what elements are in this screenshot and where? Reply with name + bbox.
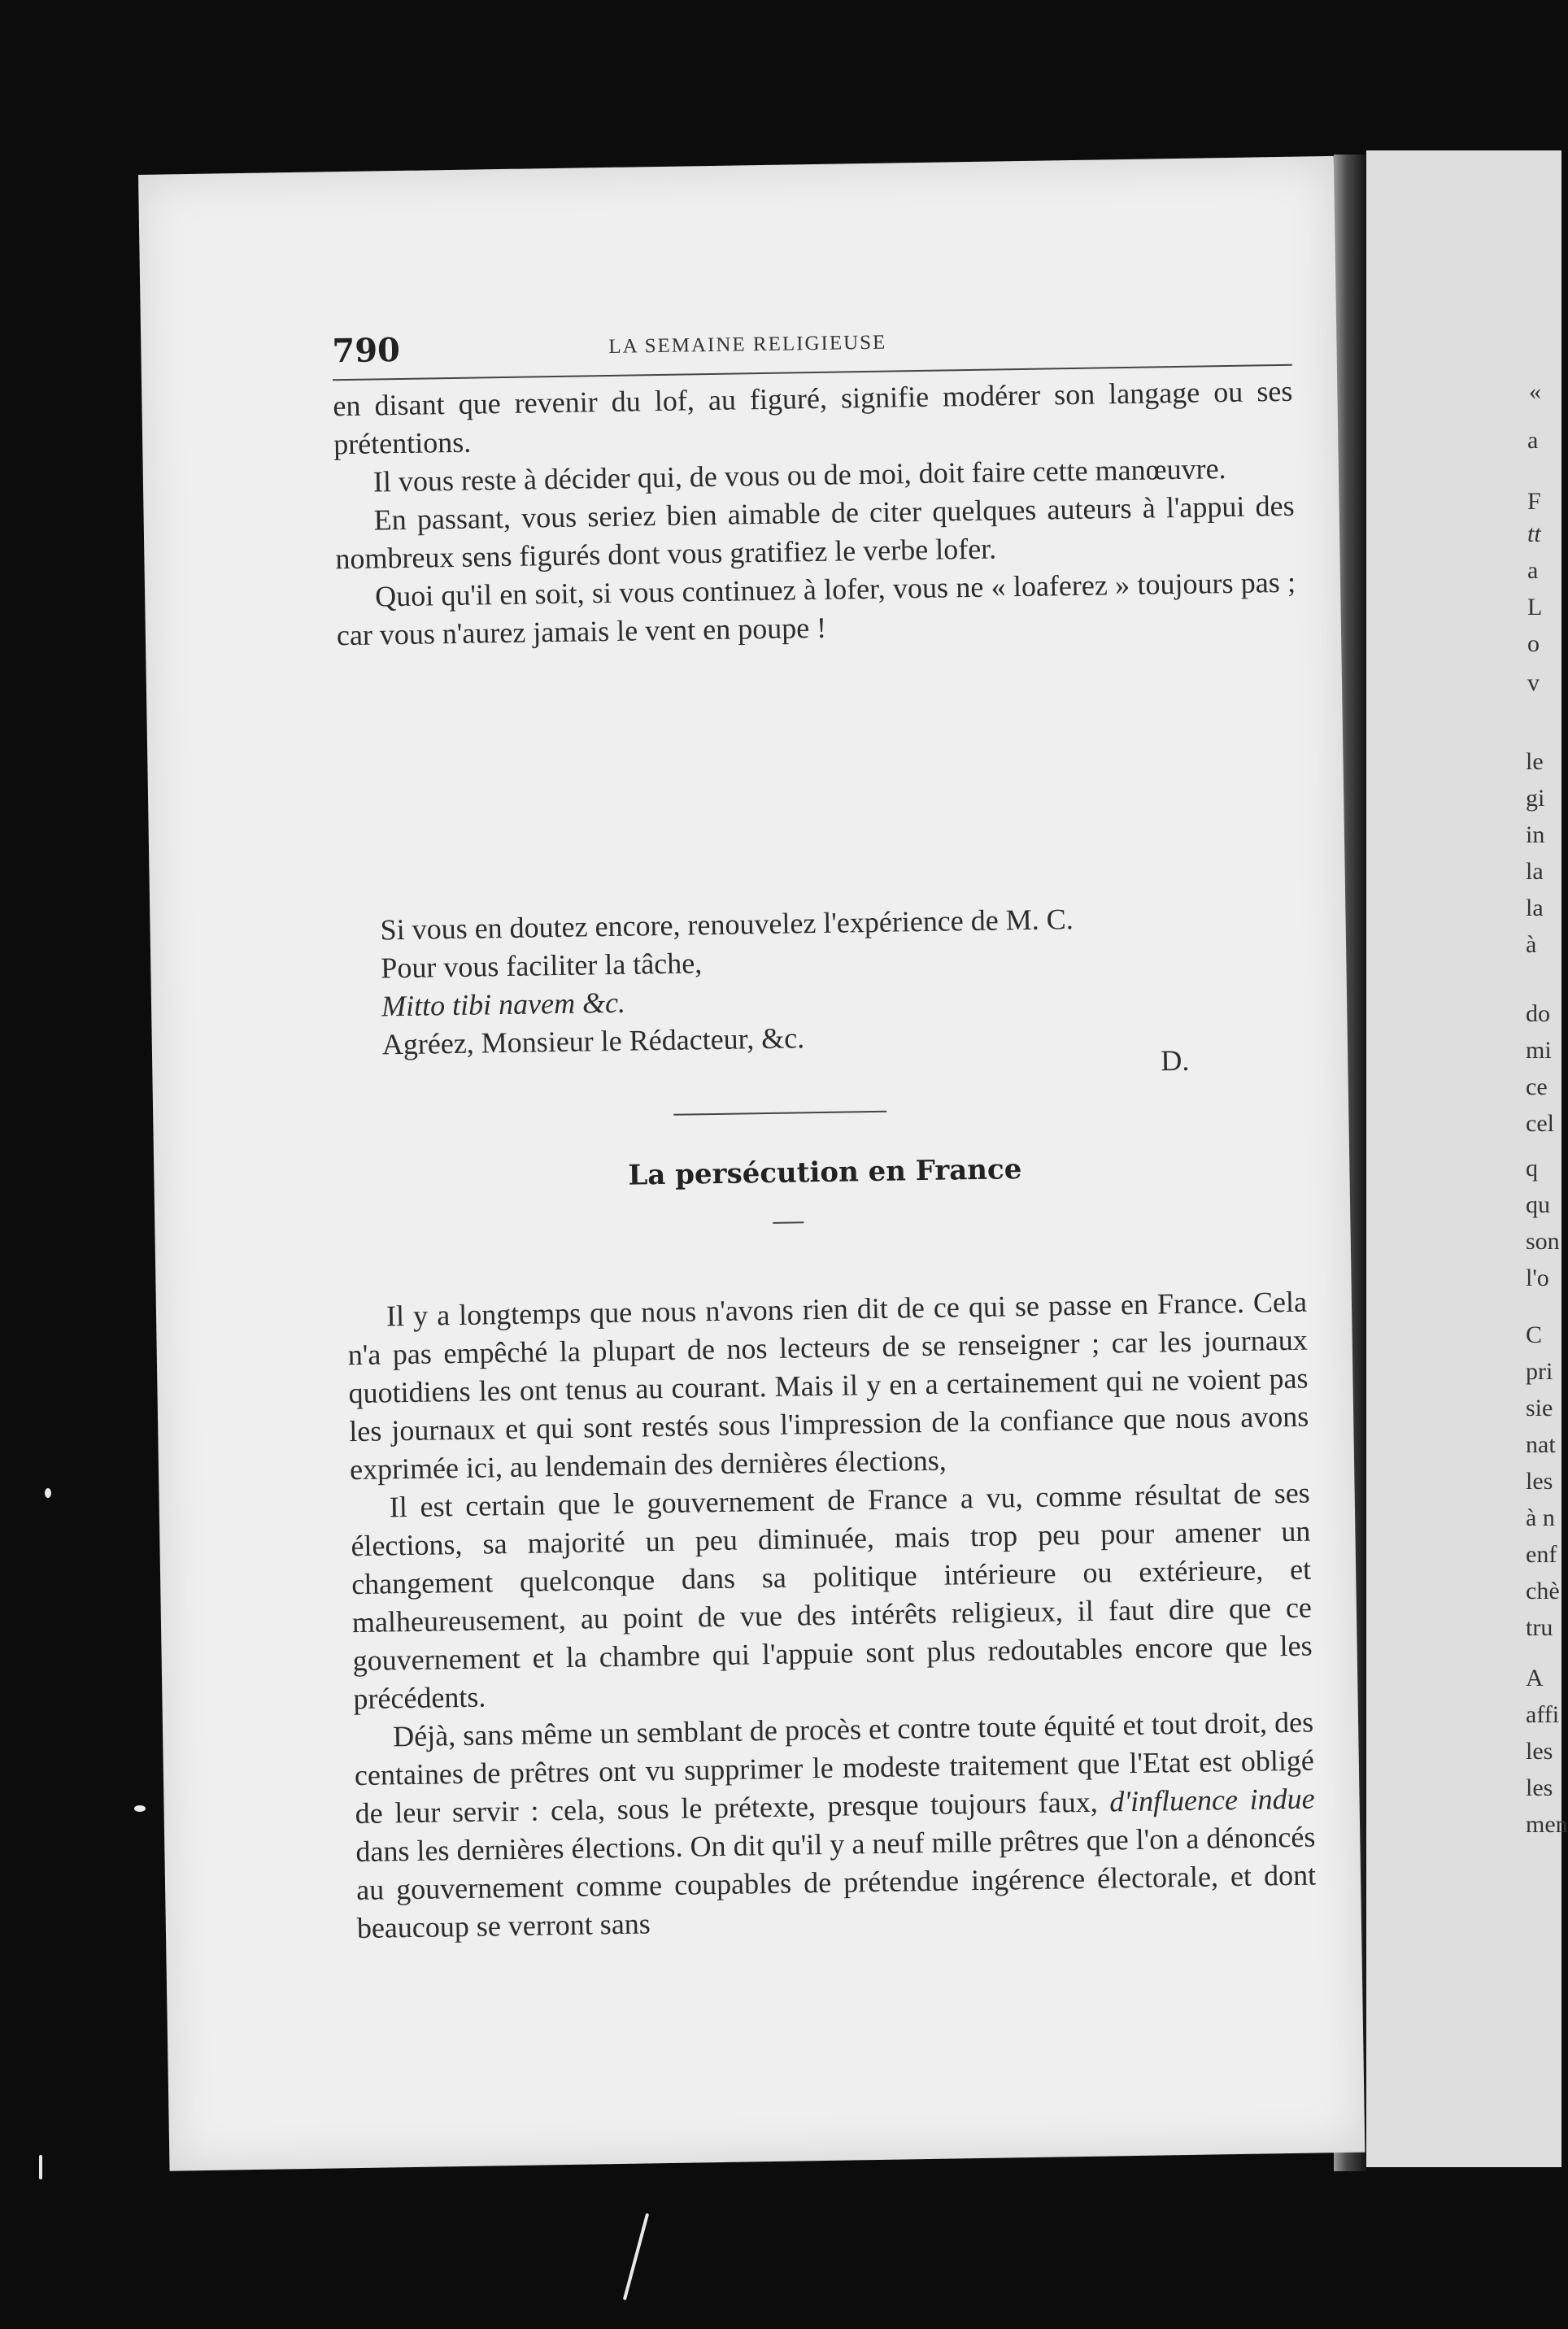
page-number: 790 — [332, 330, 401, 371]
article-paragraph: Il est certain que le gouvernement de France a vu, comme résultat de ses élections, sa majorité un peu diminuée, mais trop peu pour amener un changement quelconque dans sa politique intérieure ou extérieure, et malheureusement, au point de vue des intérêts religieux, il faut dire que ce gouvernement et la chambre qui l'appuie sont plus redoutables encore que les précédents. — [351, 1476, 1313, 1716]
scan-speck — [134, 1805, 146, 1812]
facing-page-fragment: « — [1529, 378, 1541, 405]
facing-page-fragment: pri — [1526, 1358, 1553, 1385]
scan-speck — [45, 1488, 51, 1498]
page-header — [332, 316, 1292, 381]
facing-page — [1366, 150, 1568, 2167]
book-page — [138, 156, 1365, 2171]
scan-speck — [39, 2155, 42, 2179]
facing-page-fragment: à — [1526, 931, 1537, 958]
facing-page-fragment: in — [1526, 821, 1545, 848]
salutation: Agréez, Monsieur le Rédacteur, &c. — [381, 1021, 805, 1061]
facing-page-fragment: les — [1526, 1738, 1553, 1765]
facing-page-fragment: les — [1526, 1774, 1553, 1801]
article-paragraph — [354, 1704, 1317, 1948]
facing-page-fragment: a — [1527, 427, 1539, 454]
facing-page-fragment: affi — [1526, 1701, 1560, 1728]
facing-page-fragment: son — [1526, 1228, 1560, 1255]
facing-page-fragment: v — [1527, 669, 1540, 696]
facing-page-fragment: F — [1527, 488, 1541, 515]
facing-page-fragment: à n — [1526, 1504, 1555, 1531]
section-divider — [673, 1111, 886, 1116]
running-head: LA SEMAINE RELIGIEUSE — [608, 331, 887, 358]
closing-line: Si vous en doutez encore, renouvelez l'expérience de M. C. — [380, 903, 1074, 947]
facing-page-fragment: do — [1526, 1000, 1550, 1027]
facing-page-fragment: qu — [1526, 1191, 1550, 1218]
facing-page-fragment: l'o — [1526, 1265, 1549, 1291]
facing-page-fragment: cel — [1526, 1110, 1554, 1137]
letter-paragraph: En passant, vous seriez bien aimable de citer quelques auteurs à l'appui des nombreux sens figurés dont vous gratifiez le verbe lofer. — [335, 489, 1295, 576]
facing-page-fragment: sie — [1526, 1395, 1553, 1421]
paragraph-text: Déjà, sans même un semblant de procès et contre toute équité et tout droit, des centaines de prêtres ont vu supprimer le modeste traitement que l'Etat est obligé de leur servir : cela, sous le prétexte, presque toujours faux, — [354, 1705, 1315, 1831]
facing-page-fragment: le — [1526, 748, 1544, 775]
facing-page-fragment: mi — [1526, 1037, 1552, 1064]
facing-page-fragment: A — [1526, 1665, 1544, 1691]
letter-paragraph: Quoi qu'il en soit, si vous continuez à lofer, vous ne « loaferez » toujours pas ; car vous n'aurez jamais le vent en poupe ! — [336, 565, 1296, 652]
facing-page-fragment: L — [1527, 594, 1543, 620]
facing-page-fragment: les — [1526, 1468, 1553, 1495]
facing-page-fragment: a — [1527, 557, 1539, 584]
facing-page-fragment: C — [1526, 1321, 1543, 1348]
article-paragraph: Il y a longtemps que nous n'avons rien dit de ce qui se passe en France. Cela n'a pas empêché la plupart de nos lecteurs de se renseigner ; car les journaux quotidiens les ont tenus au courant. Mais il y en a certainement qui ne voient pas les journaux et qui sont restés sous l'impression de la confiance que nous avons exprimée ici, au lendemain des dernières élections, — [347, 1285, 1309, 1487]
closing-line: Pour vous faciliter la tâche, — [381, 947, 703, 985]
facing-page-fragment: gi — [1526, 785, 1545, 812]
facing-page-fragment: o — [1527, 630, 1540, 657]
facing-page-fragment: men — [1526, 1811, 1568, 1838]
title-dash — [773, 1221, 804, 1224]
scan-speck — [623, 2213, 649, 2300]
facing-page-fragment: nat — [1526, 1431, 1556, 1458]
paragraph-text: dans les dernières élections. On dit qu'il y a neuf mille prêtres que l'on a dénoncés au gouvernement comme coupables de prétendue ingérence électorale, et dont beaucoup se verront sans — [355, 1820, 1317, 1945]
facing-page-fragment: ce — [1526, 1073, 1548, 1100]
letter-paragraph: Il vous reste à décider qui, de vous ou de moi, doit faire cette manœuvre. — [372, 452, 1226, 498]
facing-page-fragment: la — [1526, 858, 1544, 885]
latin-line: Mitto tibi navem &c. — [381, 986, 626, 1023]
article-body — [347, 1283, 1317, 1948]
facing-page-fragment: tt — [1527, 520, 1541, 547]
letter-body — [333, 372, 1296, 655]
article-title: La persécution en France — [628, 1153, 1022, 1192]
letter-closing — [380, 900, 1075, 1064]
facing-page-fragment: chè — [1526, 1578, 1560, 1604]
facing-page-fragment: q — [1526, 1155, 1538, 1182]
facing-page-fragment: la — [1526, 895, 1544, 921]
facing-page-fragment: tru — [1526, 1614, 1553, 1641]
letter-signature: D. — [1160, 1043, 1190, 1077]
facing-page-fragment: enf — [1526, 1541, 1557, 1568]
italic-phrase: d'influence indue — [1108, 1782, 1315, 1818]
letter-paragraph: en disant que revenir du lof, au figuré, signifie modérer son langage ou ses prétentions. — [333, 374, 1293, 461]
